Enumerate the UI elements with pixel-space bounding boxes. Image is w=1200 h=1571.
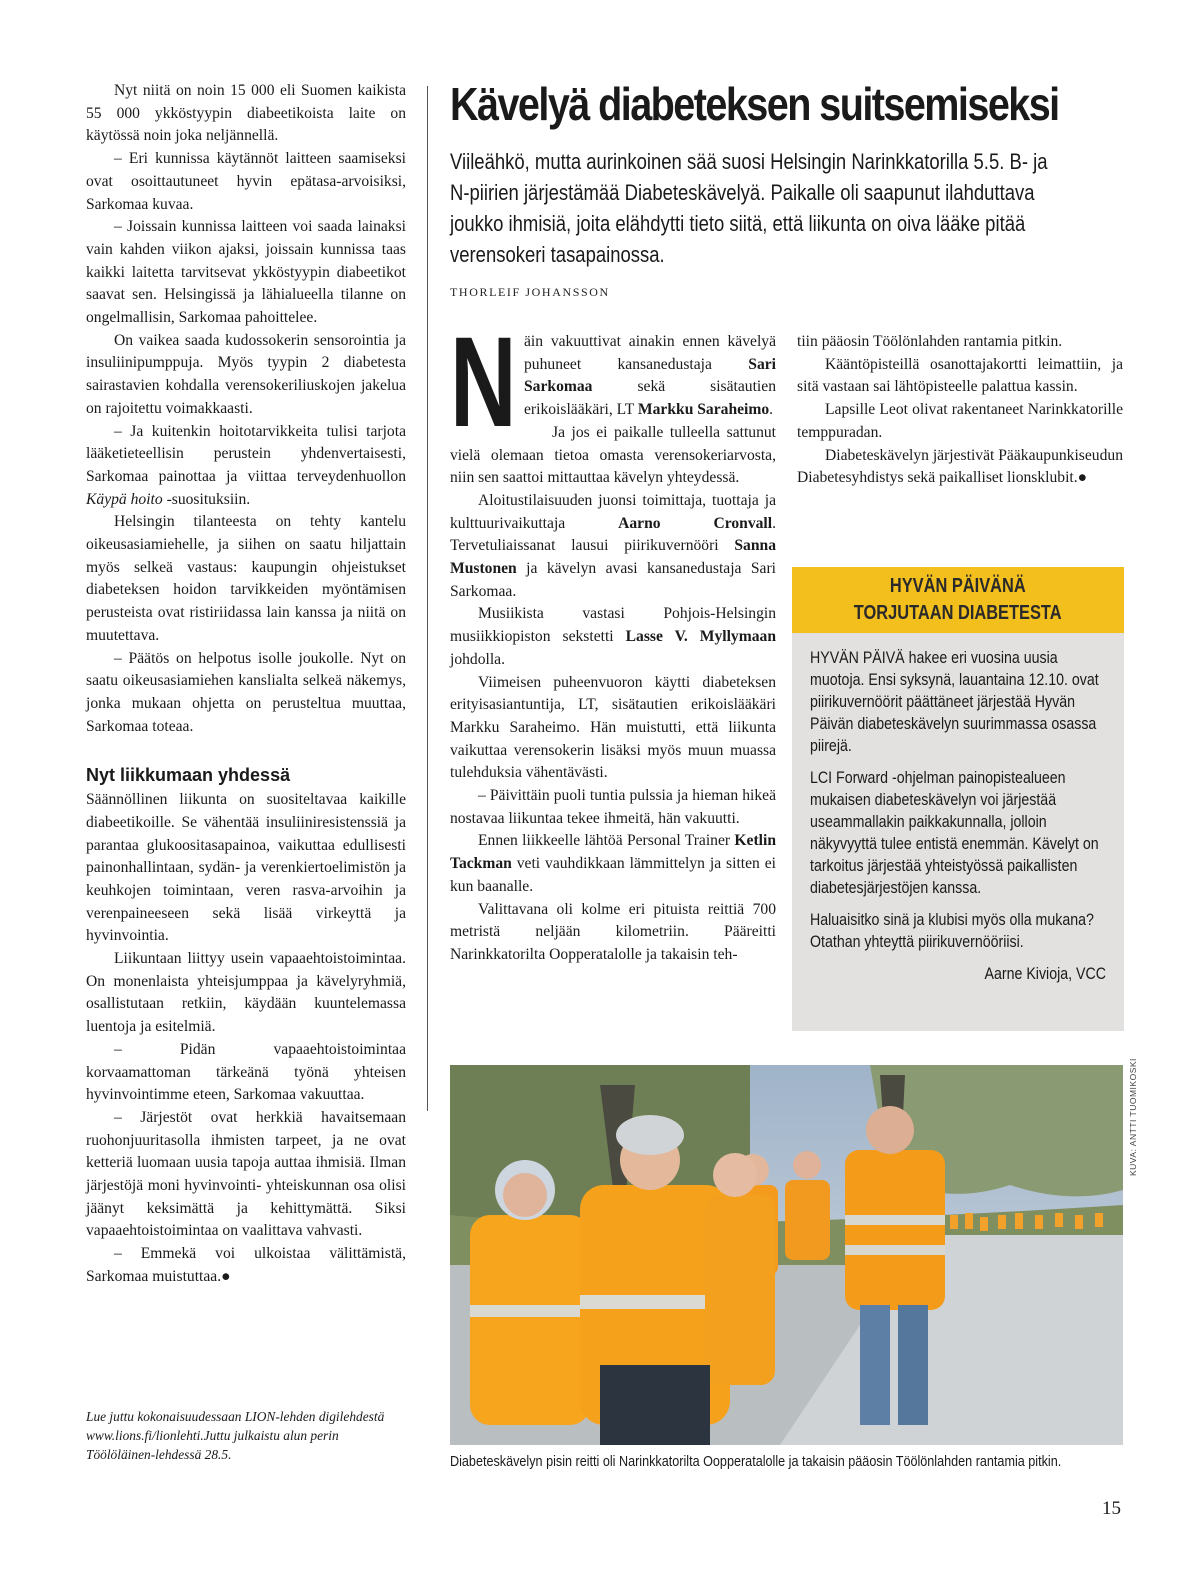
article-lead: Viileähkö, mutta aurinkoinen sää suosi Helsingin Narinkkatorilla 5.5. B- ja N-piirien järjestämää Diabeteskävelyä. Paikalle oli saapunut ilahduttava joukko ihmisiä, joita elähdytti tieto siitä, että liikunta on oiva lääke pitää verensokeri tasapainossa. <box>450 149 1048 267</box>
photo-walkers-in-safety-vests-icon <box>450 1065 1123 1445</box>
article-paragraph: Valittavana oli kolme eri pituista reittiä 700 metristä neljään kilometriin. Pääreitti Narinkkatorilta Oopperatalolle ja takaisin teh- <box>450 900 776 963</box>
source-note: Lue juttu kokonaisuudessaan LION-lehden digilehdestä www.lions.fi/lionlehti.Juttu julkaistu alun perin Töölöläinen-lehdessä 28.5. <box>86 1409 385 1462</box>
left-subheading: Nyt liikkumaan yhdessä <box>86 765 291 786</box>
walkers-photo <box>450 1065 1123 1445</box>
photo-credit: KUVA: ANTTI TUOMIKOSKI <box>1128 1058 1138 1176</box>
person-name: Sanna Mustonen <box>450 537 776 578</box>
left-paragraph: – Emmekä voi ulkoistaa välittämistä, Sarkomaa muistuttaa.● <box>86 1245 406 1285</box>
left-paragraph: On vaikea saada kudossokerin sensorointia ja insuliinipumppuja. Myös tyypin 2 diabetesta sairastavien kohdalla verensokeriliuskojen jakelua on rajoitettu voimakkaasti. <box>86 331 406 417</box>
person-name: Sari Sarkomaa <box>524 355 776 396</box>
info-box-header <box>792 567 1124 633</box>
person-name: Ketlin Tackman <box>450 832 776 873</box>
kaypa-hoito-italic: Käypä hoito <box>86 490 163 508</box>
left-paragraph: – Eri kunnissa käytännöt laitteen saamiseksi ovat osoittautuneet hyvin epätasa-arvoisiksi, Sarkomaa kuvaa. <box>86 150 406 213</box>
article-paragraph: Kääntöpisteillä osanottajakortti leimattiin, ja sitä vastaan sai lähtöpisteelle palattua kassin. <box>797 355 1123 396</box>
left-paragraph: Nyt niitä on noin 15 000 eli Suomen kaikista 55 000 ykköstyypin diabeetikoista laite on käytössä noin joka neljännellä. <box>86 82 406 145</box>
person-name: Markku Saraheimo <box>637 401 770 419</box>
info-box-paragraph: HYVÄN PÄIVÄ hakee eri vuosina uusia muotoja. Ensi syksynä, lauantaina 12.10. ovat piirikuvernöörit päättäneet järjestää Hyvän Päivän diabeteskävelyn suurimmassa osassa piirejä. <box>810 649 1099 755</box>
left-paragraph: – Järjestöt ovat herkkiä havaitsemaan ruohonjuuritasolla ihmisten tarpeet, ja ne ovat ketteriä luomaan uusia tapoja auttaa ihmisiä. Ilman järjestöjä moni hyvinvointi- yhteiskunnan osa olisi jäänyt keksimättä ja kehittymättä. Siksi vapaaehtoistoimintaa on vaalittava vahvasti. <box>86 1108 406 1240</box>
info-box-title-line: HYVÄN PÄIVÄNÄ <box>890 575 1026 597</box>
info-box-signature: Aarne Kivioja, VCC <box>984 965 1106 983</box>
left-column <box>86 80 406 1289</box>
article-column-middle <box>450 311 776 967</box>
drop-cap: N <box>450 311 517 454</box>
article-paragraph: äin vakuuttivat ainakin ennen kävelyä puhuneet kansanedustaja Sari Sarkomaa sekä sisätautien erikoislääkäri, LT Markku Saraheimo. <box>524 333 776 419</box>
article-paragraph: Viimeisen puheenvuoron käytti diabeteksen erityisasiantuntija, LT, sisätautien erikoislääkäri Markku Saraheimo. Hän muistutti, että liikunta vaikuttaa verensokerin lisäksi myös muun muassa tulehduksia vähentävästi. <box>450 673 776 782</box>
article-paragraph: tiin pääosin Töölönlahden rantamia pitkin. <box>797 333 1063 350</box>
article-paragraph: Ja jos ei paikalle tulleella sattunut vielä olemaan tietoa omasta verensokeriarvosta, niin sen saattoi mittauttaa kävelyn yhteydessä. <box>450 423 776 487</box>
article-paragraph: Diabeteskävelyn järjestivät Pääkaupunkiseudun Diabetesyhdistys sekä paikalliset lionsklubit.● <box>797 446 1123 487</box>
left-paragraph: – Pidän vapaaehtoistoimintaa korvaamattoman tärkeänä työnä yhteisen hyvinvointimme eteen, Sarkomaa vakuuttaa. <box>86 1040 406 1104</box>
article-column-right <box>797 331 1123 490</box>
person-name: Lasse V. Myllymaan <box>625 628 776 646</box>
article-paragraph: Ennen liikkeelle lähtöä Personal Trainer Ketlin Tackman veti vauhdikkaan lämmittelyn ja sitten ei kun baanalle. <box>450 832 776 895</box>
article-paragraph: – Päivittäin puoli tuntia pulssia ja hieman hikeä nostavaa liikuntaa tekee ihmeitä, hän vakuutti. <box>450 787 776 827</box>
info-box-body <box>792 633 1124 985</box>
left-paragraph: – Päätös on helpotus isolle joukolle. Nyt on saatu oikeusasiamiehen kanslialta selkeä näkemys, jonka mukaan ohjetta on perusteltua muuttaa, Sarkomaa toteaa. <box>86 649 406 735</box>
info-box-title-line: TORJUTAAN DIABETESTA <box>854 602 1062 624</box>
byline: THORLEIF JOHANSSON <box>450 285 610 299</box>
article-paragraph: Aloitustilaisuuden juonsi toimittaja, tuottaja ja kulttuurivaikuttaja Aarno Cronvall. Tervetuliaissanat lausui piirikuvernööri Sanna Mustonen ja kävelyn avasi kansanedustaja Sari Sarkomaa. <box>450 491 776 600</box>
info-box-paragraph: LCI Forward -ohjelman painopistealueen mukaisen diabeteskävelyn voi järjestää useammallakin paikkakunnalla, jolloin näkyvyyttä tulee entistä enemmän. Kävelyt on tarkoitus järjestää yhteistyössä paikallisten diabetesjärjestöjen kanssa. <box>810 769 1099 897</box>
left-paragraph: Liikuntaan liittyy usein vapaaehtoistoimintaa. On monenlaista yhteisjumppaa ja kävelyryhmiä, osallistutaan retkiin, käydään kuuntelemassa luentoja ja esitelmiä. <box>86 950 406 1036</box>
person-name: Aarno Cronvall <box>618 514 773 532</box>
article-paragraph: Lapsille Leot olivat rakentaneet Narinkkatorille temppuradan. <box>797 401 1123 441</box>
column-divider <box>427 86 428 1111</box>
left-paragraph: Helsingin tilanteesta on tehty kantelu oikeusasiamiehelle, ja siihen on saatu hiljattain myös selkeä vastaus: kaupungin ohjeistukset diabeteksen hoidon tarvikkeiden myöntämisen perusteista ovat ristiriidassa lain kanssa ja niitä on muutettava. <box>86 513 406 644</box>
left-paragraph: – Ja kuitenkin hoitotarvikkeita tulisi tarjota lääketieteellisin perustein yhdenvertaisesti, Sarkomaa painottaa ja viittaa terveydenhuollon Käypä hoito -suosituksiin. <box>86 422 406 508</box>
photo-caption: Diabeteskävelyn pisin reitti oli Narinkkatorilta Oopperatalolle ja takaisin pääosin Töölönlahden rantamia pitkin. <box>450 1454 1062 1470</box>
article-title: Kävelyä diabeteksen suitsemiseksi <box>450 78 1059 130</box>
info-box <box>792 567 1124 1031</box>
left-paragraph: – Joissain kunnissa laitteen voi saada lainaksi vain kahden viikon ajaksi, joissain kunnissa taas kaikki laitetta tarvitsevat ykköstyypin diabeetikot saavat sen. Helsingissä ja lähialueella tilanne on ongelmallisin, Sarkomaa pahoittelee. <box>86 218 406 327</box>
info-box-paragraph: Haluaisitko sinä ja klubisi myös olla mukana? Otathan yhteyttä piirikuvernööriisi. <box>810 911 1094 951</box>
article-paragraph: Musiikista vastasi Pohjois-Helsingin musiikkiopiston sekstetti Lasse V. Myllymaan johdolla. <box>450 605 776 668</box>
left-paragraph: Säännöllinen liikunta on suositeltavaa kaikille diabeetikoille. Se vähentää insuliiniresistenssiä ja parantaa glukoositasapainoa, vaikuttaa edullisesti painonhallintaan, sydän- ja verenkiertoelimistön ja keuhkojen toimintaan, veren rasva-arvoihin ja verenpaineeseen sekä lisää virkeyttä ja hyvinvointia. <box>86 791 406 945</box>
page-number: 15 <box>1102 1498 1121 1519</box>
